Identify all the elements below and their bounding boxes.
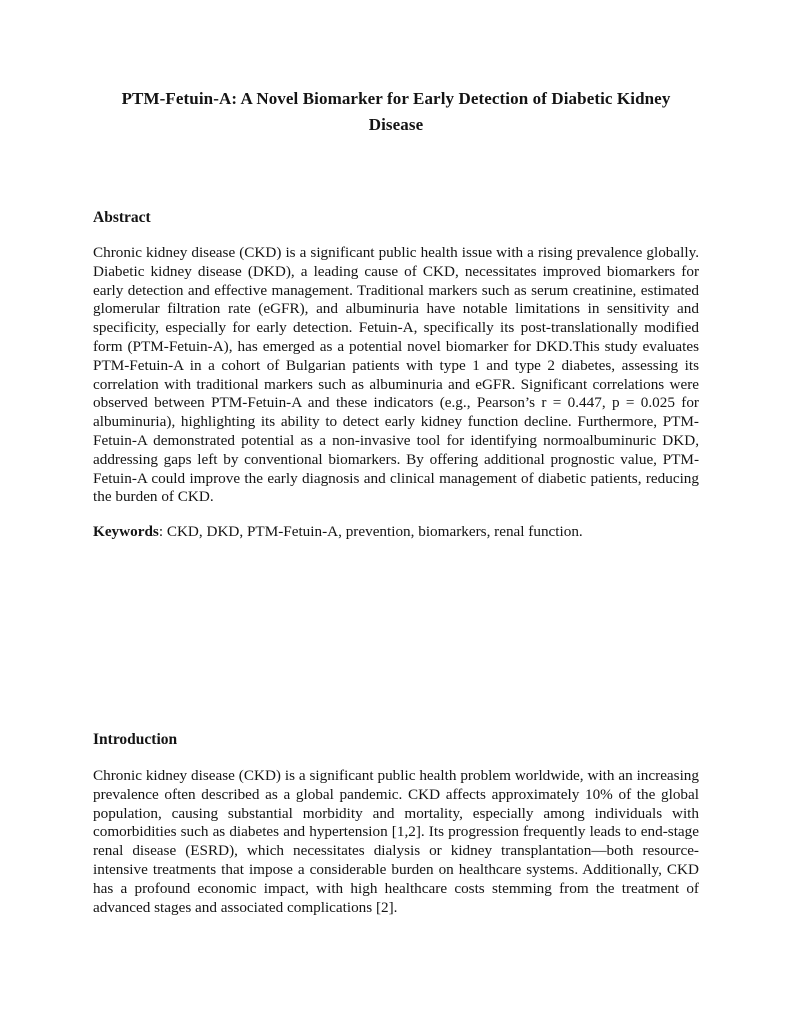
abstract-heading: Abstract xyxy=(93,209,151,226)
keywords-label: Keywords xyxy=(93,523,159,541)
introduction-heading: Introduction xyxy=(93,731,178,748)
introduction-paragraph: Chronic kidney disease (CKD) is a significant public health problem worldwide, with an increasing prevalence often described as a global pandemic. CKD affects approximately 10% of the global population, causing substantial morbidity and mortality, especially among individuals with comorbidities such as diabetes and hypertension [1,2]. Its progression frequently leads to end-stage renal disease (ESRD), which necessitates dialysis or kidney transplantation—both resource-intensive treatments that impose a considerable burden on healthcare systems. Additionally, CKD has a profound economic impact, with high healthcare costs stemming from the treatment of advanced stages and associated complications [2]. xyxy=(93,767,699,916)
abstract-paragraph: Chronic kidney disease (CKD) is a significant public health issue with a rising prevalence globally. Diabetic kidney disease (DKD), a leading cause of CKD, necessitates improved biomarkers for early detection and effective management. Traditional markers such as serum creatinine, estimated glomerular filtration rate (eGFR), and albuminuria have notable limitations in sensitivity and specificity, especially for early detection. Fetuin-A, specifically its post-translationally modified form (PTM-Fetuin-A), has emerged as a potential novel biomarker for DKD.This study evaluates PTM-Fetuin-A in a cohort of Bulgarian patients with type 1 and type 2 diabetes, assessing its correlation with traditional markers such as albuminuria and eGFR. Significant correlations were observed between PTM-Fetuin-A and these indicators (e.g., Pearson’s r = 0.447, p = 0.025 for albuminuria), highlighting its ability to detect early kidney function decline. Furthermore, PTM-Fetuin-A demonstrated potential as a non-invasive tool for identifying normoalbuminuric DKD, addressing gaps left by conventional biomarkers. By offering additional prognostic value, PTM-Fetuin-A could improve the early diagnosis and clinical management of diabetic patients, reducing the burden of CKD. xyxy=(93,244,699,506)
introduction-section xyxy=(93,730,699,917)
keywords-text: : CKD, DKD, PTM-Fetuin-A, prevention, biomarkers, renal function. xyxy=(158,523,583,541)
keywords-line xyxy=(93,523,699,542)
page-content xyxy=(93,86,699,557)
paper-title: PTM-Fetuin-A: A Novel Biomarker for Early Detection of Diabetic Kidney Disease xyxy=(121,89,671,134)
